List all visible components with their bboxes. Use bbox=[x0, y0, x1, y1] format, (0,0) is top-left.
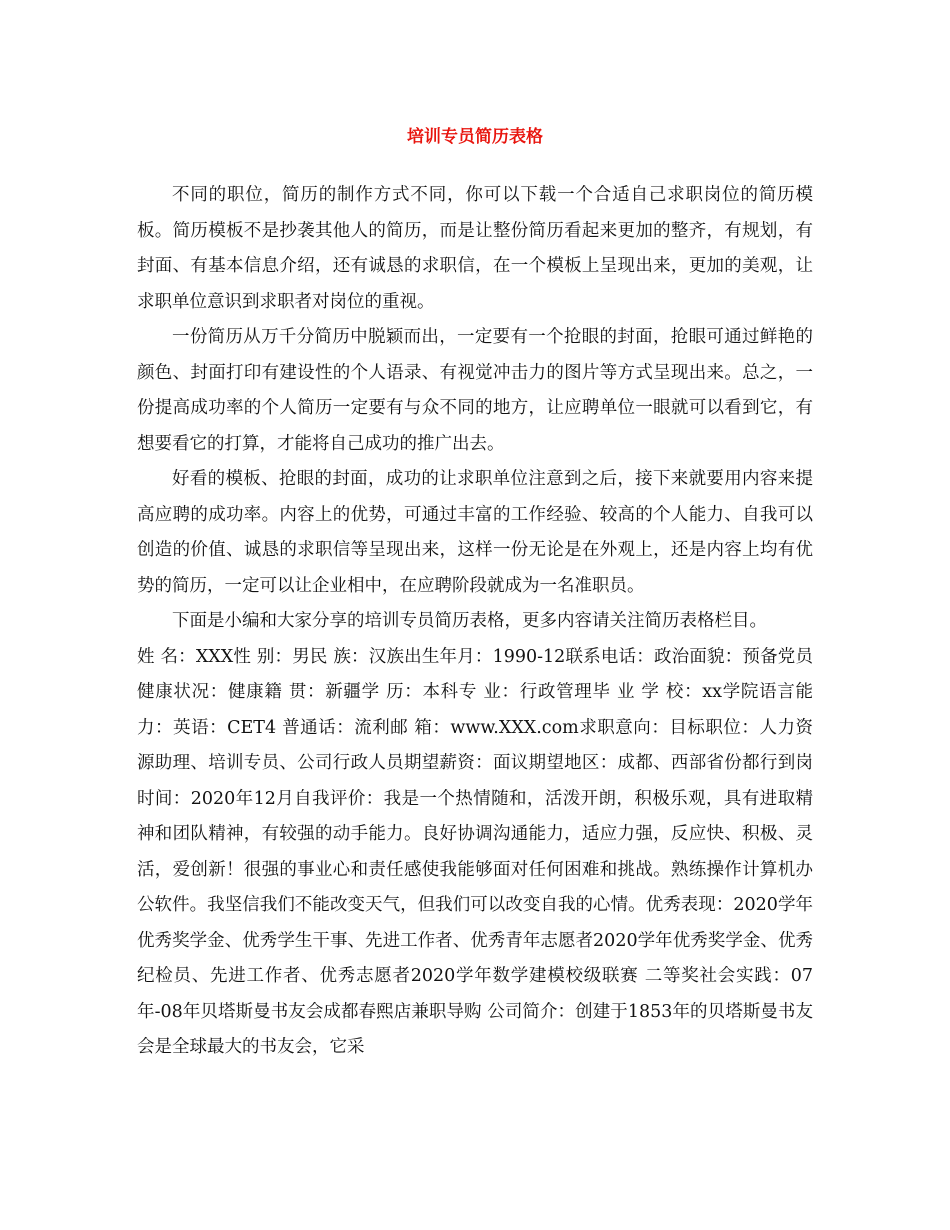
paragraph-3: 好看的模板、抢眼的封面，成功的让求职单位注意到之后，接下来就要用内容来提高应聘的成功率。内容上的优势，可通过丰富的工作经验、较高的个人能力、自我可以创造的价值、诚恳的求职信等呈现出来，这样一份无论是在外观上，还是内容上均有优势的简历，一定可以让企业相中，在应聘阶段就成为一名准职员。 bbox=[137, 469, 813, 596]
paragraph-2: 一份简历从万千分简历中脱颖而出，一定要有一个抢眼的封面，抢眼可通过鲜艳的颜色、封面打印有建设性的个人语录、有视觉冲击力的图片等方式呈现出来。总之，一份提高成功率的个人简历一定要有与众不同的地方，让应聘单位一眼就可以看到它，有想要看它的打算，才能将自己成功的推广出去。 bbox=[137, 327, 813, 454]
document-title: 培训专员简历表格 bbox=[407, 127, 543, 147]
resume-details: 姓 名：XXX性 别：男民 族：汉族出生年月：1990-12联系电话：政治面貌：预备党员健康状况：健康籍 贯：新疆学 历：本科专 业：行政管理毕 业 学 校：xx学院语言能力：英语：CET4 普通话：流利邮 箱：www.XXX.com求职意向：目标职位：人力资源助理、培训专员、公司行政人员期望薪资：面议期望地区：成都、西部省份都行到岗时间：2020年12月自我评价：我是一个热情随和，活泼开朗，积极乐观，具有进取精神和团队精神，有较强的动手能力。良好协调沟通能力，适应力强，反应快、积极、灵活，爱创新！很强的事业心和责任感使我能够面对任何困难和挑战。熟练操作计算机办公软件。我坚信我们不能改变天气，但我们可以改变自我的心情。优秀表现：2020学年优秀奖学金、优秀学生干事、先进工作者、优秀青年志愿者2020学年优秀奖学金、优秀纪检员、先进工作者、优秀志愿者2020学年数学建模校级联赛 二等奖社会实践：07年-08年贝塔斯曼书友会成都春熙店兼职导购 公司简介：创建于1853年的贝塔斯曼书友会是全球最大的书友会，它采 bbox=[137, 646, 813, 1057]
paragraph-1: 不同的职位，简历的制作方式不同，你可以下载一个合适自己求职岗位的简历模板。简历模板不是抄袭其他人的简历，而是让整份简历看起来更加的整齐，有规划，有封面、有基本信息介绍，还有诚恳的求职信，在一个模板上呈现出来，更加的美观，让求职单位意识到求职者对岗位的重视。 bbox=[137, 185, 813, 312]
document-body bbox=[137, 178, 813, 1066]
paragraph-4: 下面是小编和大家分享的培训专员简历表格，更多内容请关注简历表格栏目。 bbox=[172, 611, 767, 631]
